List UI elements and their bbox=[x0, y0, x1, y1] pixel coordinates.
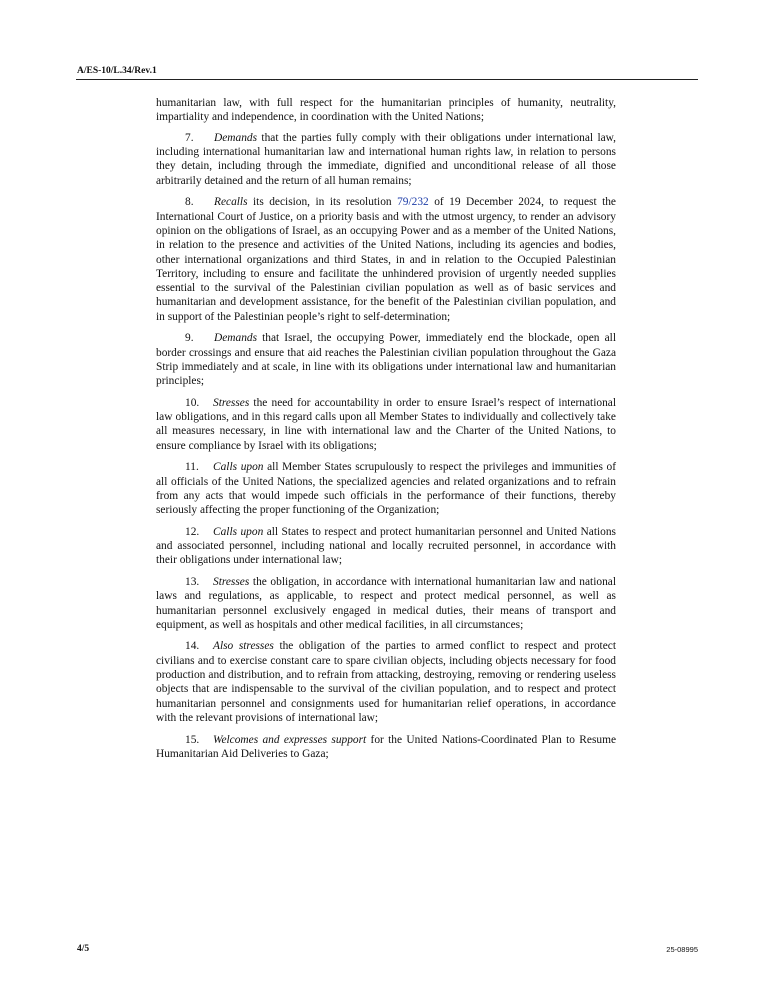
operative-verb: Also stresses bbox=[213, 640, 274, 653]
operative-verb: Demands bbox=[214, 131, 258, 144]
operative-verb: Recalls bbox=[214, 196, 248, 209]
paragraph-number: 9. bbox=[185, 332, 194, 345]
operative-verb: Stresses bbox=[213, 575, 250, 588]
operative-verb: Demands bbox=[214, 332, 258, 345]
paragraph-13 bbox=[156, 575, 616, 632]
operative-verb: Stresses bbox=[213, 396, 250, 409]
paragraph-number: 7. bbox=[185, 131, 194, 144]
paragraph-number: 11. bbox=[185, 461, 199, 474]
paragraph-text: for the United Nations-Coordinated Plan to Resume Humanitarian Aid Deliveries to Gaza; bbox=[156, 733, 616, 760]
header-rule bbox=[76, 79, 698, 80]
paragraph-number: 8. bbox=[185, 196, 194, 209]
paragraph-7 bbox=[156, 131, 616, 188]
document-code: 25-08995 bbox=[666, 945, 698, 954]
operative-verb: Calls upon bbox=[213, 461, 264, 474]
resolution-link[interactable]: 79/232 bbox=[397, 196, 429, 209]
paragraph-text: the obligation, in accordance with international humanitarian law and national laws and regulations, as applicable, to respect and protect medical personnel, as well as humanitarian personnel exclusively engaged in medical duties, their means of transport and equipment, as well as hospitals and other medical facilities, in all circumstances; bbox=[156, 575, 616, 631]
operative-verb: Welcomes and expresses support bbox=[213, 733, 367, 746]
paragraph-text: its decision, in its resolution bbox=[247, 196, 398, 209]
document-symbol: A/ES-10/L.34/Rev.1 bbox=[77, 66, 157, 76]
paragraph-text: that the parties fully comply with their obligations under international law, including international humanitarian law and international human rights law, in relation to persons they detain, including through the immediate, dignified and unconditional release of all those arbitrarily detained and the return of all human remains; bbox=[156, 131, 616, 187]
paragraph-text: of 19 December 2024, to request the International Court of Justice, on a priority basis and with the utmost urgency, to render an advisory opinion on the obligations of Israel, as an occupying Power and as a member of the United Nations, in relation to the presence and activities of the United Nations, including its agencies and bodies, other international organizations and third States, in and in relation to the Occupied Palestinian Territory, including to ensure and facilitate the unhindered provision of urgently needed supplies essential to the survival of the Palestinian civilian population as well as of basic services and humanitarian and development assistance, for the benefit of the Palestinian civilian population, and in support of the Palestinian people’s right to self-determination; bbox=[156, 196, 616, 323]
paragraph-number: 15. bbox=[185, 733, 200, 746]
paragraph-14 bbox=[156, 639, 616, 725]
paragraph-number: 14. bbox=[185, 640, 200, 653]
paragraph-number: 10. bbox=[185, 396, 200, 409]
paragraph-10 bbox=[156, 396, 616, 453]
paragraph-12 bbox=[156, 525, 616, 568]
paragraph-text: all Member States scrupulously to respect the privileges and immunities of all officials of the United Nations, the specialized agencies and related organizations and to refrain from any acts that would impede such officials in the performance of their functions, thereby seriously affecting the proper functioning of the Organization; bbox=[156, 461, 616, 517]
lead-paragraph: humanitarian law, with full respect for the humanitarian principles of humanity, neutrality, impartiality and independence, in coordination with the United Nations; bbox=[156, 97, 616, 124]
document-body bbox=[156, 96, 616, 768]
paragraph-text: all States to respect and protect humanitarian personnel and United Nations and associated personnel, including national and locally recruited personnel, in accordance with their obligations under international law; bbox=[156, 525, 616, 567]
page-number: 4/5 bbox=[77, 944, 90, 954]
paragraph-9 bbox=[156, 331, 616, 388]
paragraph-number: 13. bbox=[185, 575, 200, 588]
paragraph-15 bbox=[156, 733, 616, 762]
paragraph-text: that Israel, the occupying Power, immediately end the blockade, open all border crossings and ensure that aid reaches the Palestinian civilian population throughout the Gaza Strip immediately and at scale, in line with its obligations under international law and humanitarian principles; bbox=[156, 332, 616, 388]
paragraph-8 bbox=[156, 195, 616, 324]
paragraph-number: 12. bbox=[185, 525, 200, 538]
paragraph-text: the need for accountability in order to ensure Israel’s respect of international law obligations, and in this regard calls upon all Member States to individually and collectively take all measures necessary, in line with international law and the Charter of the United Nations, to ensure compliance by Israel with its obligations; bbox=[156, 396, 616, 452]
paragraph-11 bbox=[156, 460, 616, 517]
operative-verb: Calls upon bbox=[213, 525, 264, 538]
paragraph-text: the obligation of the parties to armed conflict to respect and protect civilians and to exercise constant care to spare civilian objects, including objects necessary for food production and distribution, and to refrain from attacking, destroying, removing or rendering useless objects that are indispensable to the survival of the civilian population, and to respect and protect humanitarian personnel and consignments used for humanitarian relief operations, in accordance with the relevant provisions of international law; bbox=[156, 640, 616, 724]
